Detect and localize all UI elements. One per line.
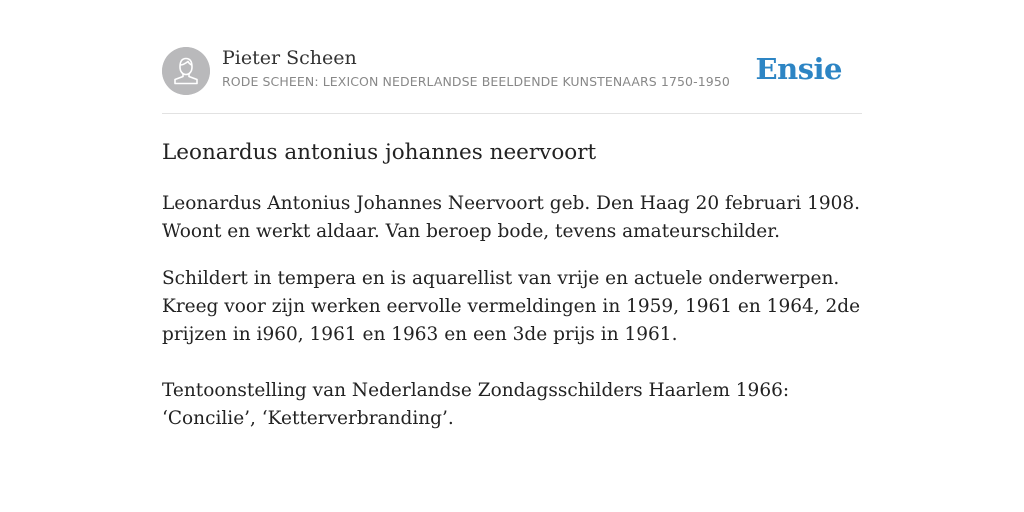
source-publication[interactable]: RODE SCHEEN: LEXICON NEDERLANDSE BEELDENDE KUNSTENAARS 1750-1950: [222, 74, 730, 89]
article-header: [162, 46, 862, 96]
article-paragraph: Tentoonstelling van Nederlandse Zondagsschilders Haarlem 1966: ‘Concilie’, ‘Ketterverbranding’.: [162, 380, 790, 429]
article-paragraph: Leonardus Antonius Johannes Neervoort geb. Den Haag 20 februari 1908. Woont en werkt aldaar. Van beroep bode, tevens amateurschilder.: [162, 193, 861, 242]
article-paragraph: Schildert in tempera en is aquarellist van vrije en actuele onderwerpen. Kreeg voor zijn werken eervolle vermeldingen in 1959, 1961 en 1964, 2de prijzen in i960, 1961 en 1963 en een 3de prijs in 1961.: [162, 268, 861, 345]
author-avatar[interactable]: [162, 47, 210, 95]
article-title: Leonardus antonius johannes neervoort: [162, 140, 597, 165]
header-divider: [162, 113, 862, 114]
ensie-logo[interactable]: Ensie: [755, 52, 842, 86]
article-card: [162, 0, 862, 512]
author-name[interactable]: Pieter Scheen: [222, 47, 357, 69]
user-silhouette-icon: [162, 47, 210, 95]
